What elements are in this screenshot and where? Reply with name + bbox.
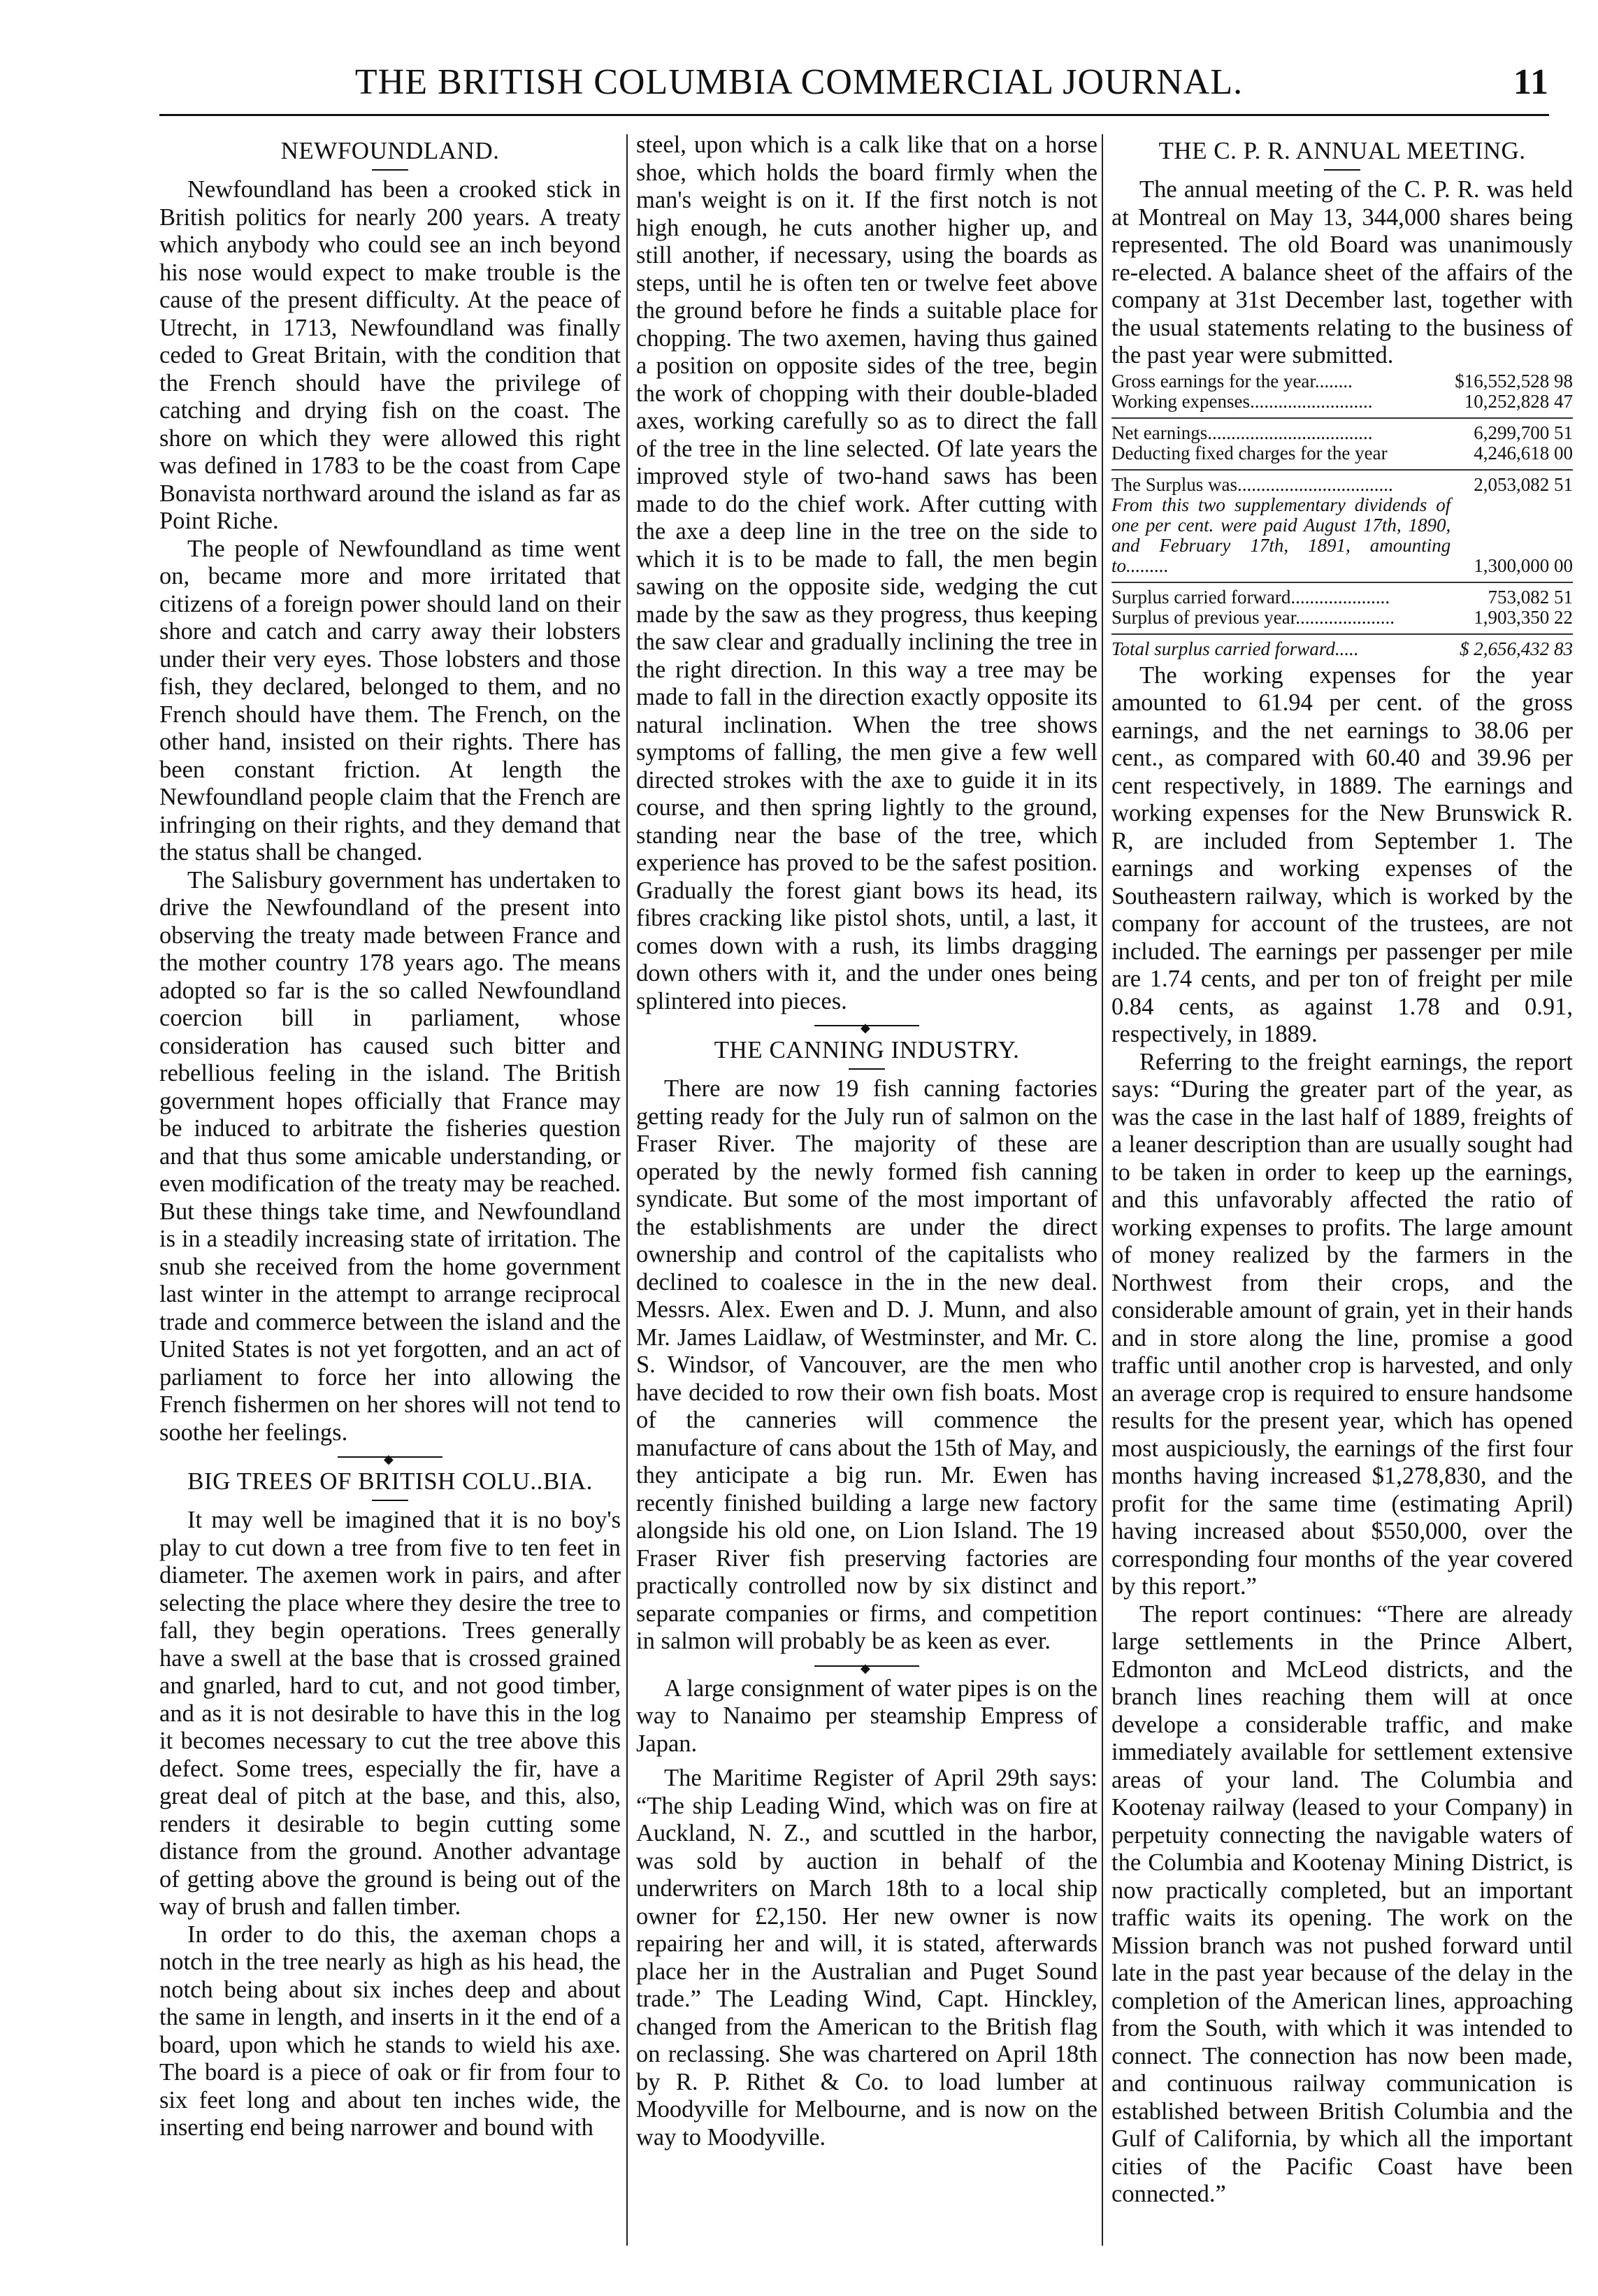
table-row [1111,495,1573,582]
paragraph: The Salisbury government has undertaken to drive the Newfoundland of the present into observing the treaty made between France and the mother country 178 years ago. The means adopted so far is the so called Newfoundland coercion bill in parliament, whose consideration has caused such bitter and rebellious feeling in the island. The British government hopes officially that France may be induced to arbitrate the fisheries question and that thus some amicable understanding, or even modification of the treaty may be reached. But these things take time, and Newfoundland is in a steadily increasing state of irritation. The snub she received from the home government last winter in the attempt to arrange reciprocal trade and commerce between the island and the United States is not yet forgotten, and an act of parliament to force her into allowing the French fishermen on her shores will not tend to soothe her feelings. [159,866,621,1446]
row-label: The Surplus was................................. [1111,470,1451,495]
paragraph: steel, upon which is a calk like that on a horse shoe, which holds the board firmly when the man's weight is on it. If the first notch is not high enough, he cuts another higher up, and still another, if necessary, using the boards as steps, until he is often ten or twelve feet above the ground before he finds a suitable place for chopping. The two axemen, having thus gained a position on opposite sides of the tree, begin the work of chopping with their double-bladed axes, working carefully so as to direct the fall of the tree in the line selected. Of late years the improved style of two-hand saws has been made to do the chief work. After cutting with the axe a deep line in the tree on the side to which it is to be made to fall, the men begin sawing on the opposite side, wedging the cut made by the saw as they progress, thus keeping the saw clear and gradually inclining the tree in the right direction. In this way a tree may be made to fall in the direction exactly opposite its natural inclination. When the tree shows symptoms of falling, the men give a few well directed strokes with the axe to guide it in its course, and then spring lightly to the ground, standing near the base of the tree, which experience has proved to be the safest position. Gradually the forest giant bows its head, its fibres cracking like pistol shots, until, a last, it comes down with a rush, its limbs dragging down others with it, and the under ones being splintered into pieces. [636,131,1097,1014]
row-amount: 2,053,082 51 [1451,470,1573,495]
section-ornament [814,1025,919,1026]
row-label: Working expenses.......................... [1111,390,1373,412]
financial-table [1111,371,1573,659]
row-amount: 1,300,000 00 [1474,554,1573,576]
paragraph: In order to do this, the axeman chops a notch in the tree nearly as high as his head, the notch being about six inches deep and about the same in length, and inserts in it the end of a board, upon which he stands to wield his axe. The board is a piece of oak or fir from four to six feet long and about ten inches wide, the inserting end being narrower and bound with [159,1921,621,2141]
table-row [1111,371,1573,392]
row-amount: 753,082 51 [1451,582,1573,608]
table-row [1111,608,1573,634]
row-amount: 6,299,700 51 [1451,418,1573,443]
running-head [0,62,1598,103]
paragraph: There are now 19 fish canning factories getting ready for the July run of salmon on the Fraser River. The majority of these are operated by the newly formed fish canning syndicate. But some of the most important of the establishments are under the direct ownership and control of the capitalists who declined to coalesce in the in the new deal. Messrs. Alex. Ewen and D. J. Munn, and also Mr. James Laidlaw, of Westminster, and Mr. C. S. Windsor, of Vancouver, are the men who have decided to row their own fish boats. Most of the canneries will commence the manufacture of cans about the 15th of May, and they anticipate a big run. Mr. Ewen has recently finished building a large new factory alongside his old one, on Lion Island. The 19 Fraser River fish preserving factories are practically controlled now by six distinct and separate companies or firms, and competition in salmon will probably be as keen as ever. [636,1075,1097,1654]
row-label: Surplus of previous year..................... [1111,606,1395,628]
column-1 [159,131,621,2250]
table-row [1111,470,1573,495]
row-label: Net earnings................................... [1111,418,1451,443]
heading-dash [849,1068,885,1070]
article-heading-canning: THE CANNING INDUSTRY. [714,1036,1020,1063]
row-amount: 10,252,828 47 [1464,390,1573,412]
column-rule [1102,134,1103,2246]
section-ornament [338,1456,442,1458]
column-3 [1111,131,1573,2250]
row-label: From this two supplementary dividends of one per cent. were paid August 17th, 1890, and February 17th, 1891, amounting to......... [1111,494,1451,576]
article-heading-cpr: THE C. P. R. ANNUAL MEETING. [1158,137,1526,164]
article-heading-newfoundland: NEWFOUNDLAND. [280,137,500,164]
paragraph: The Maritime Register of April 29th says: “The ship Leading Wind, which was on fire at Auckland, N. Z., and scuttled in the harbor, was sold by auction in behalf of the underwriters on March 18th to a local ship owner for £2,150. Her new owner is now repairing her and will, it is stated, afterwards place her in the Australian and Puget Sound trade.” The Leading Wind, Capt. Hinckley, changed from the American to the British flag on reclassing. She was chartered on April 18th by R. P. Rithet & Co. to load lumber at Moodyville for Melbourne, and is now on the way to Moodyville. [636,1765,1097,2151]
page-number: 11 [1513,62,1549,102]
row-label: Deducting fixed charges for the year [1111,442,1388,464]
heading-dash [372,1500,408,1501]
table-row-total [1111,634,1573,659]
paragraph: A large consignment of water pipes is on the way to Nanaimo per steamship Empress of Japan. [636,1674,1097,1757]
paragraph: Referring to the freight earnings, the report says: “During the greater part of the year, as was the case in the last half of 1889, freights of a leaner description than are usually sought had to be taken in order to keep up the earnings, and this unfavorably affected the ratio of working expenses to profits. The large amount of money realized by the farmers in the Northwest from their crops, and the considerable amount of grain, yet in their hands and in store along the line, promise a good traffic until another crop is harvested, and only an average crop is required to ensure handsome results for the present year, which has opened most auspiciously, the earnings of the first four months having increased $1,278,830, and the profit for the same time (estimating April) having increased about $550,000, over the corresponding four months of the year covered by this report.” [1111,1048,1573,1600]
table-row [1111,443,1573,470]
journal-title: THE BRITISH COLUMBIA COMMERCIAL JOURNAL. [354,62,1244,102]
row-label: Total surplus carried forward..... [1111,634,1451,659]
section-ornament [814,1665,919,1667]
table-row [1111,582,1573,608]
column-2 [636,131,1097,2250]
paragraph: The report continues: “There are already large settlements in the Prince Albert, Edmonton and McLeod districts, and the branch lines reaching them will at once develope a considerable traffic, and make immediately available for settlement extensive areas of your land. The Columbia and Kootenay railway (leased to your Company) in perpetuity connecting the navigable waters of the Columbia and Kootenay Mining District, is now practically completed, but an important traffic waits its opening. The work on the Mission branch was not pushed forward until late in the past year because of the delay in the completion of the American lines, approaching from the South, with which it was intended to connect. The connection has now been made, and continuous railway communication is established between British Columbia and the Gulf of California, by which all the important cities of the Pacific Coast have been connected.” [1111,1600,1573,2207]
row-label: Surplus carried forward..................... [1111,582,1451,608]
row-amount: $ 2,656,432 83 [1451,634,1573,659]
row-amount: 4,246,618 00 [1474,442,1573,464]
table-row [1111,418,1573,443]
article-heading-big-trees: BIG TREES OF BRITISH COLU..BIA. [187,1468,593,1495]
heading-dash [1324,169,1360,171]
row-amount: $16,552,528 98 [1455,370,1573,392]
paragraph: It may well be imagined that it is no boy's play to cut down a tree from five to ten feet in diameter. The axemen work in pairs, and after selecting the place where they desire the tree to fall, they begin operations. Trees generally have a swell at the base that is crossed grained and gnarled, hard to cut, and not good timber, and as it is not desirable to have this in the log it becomes necessary to cut the tree above this defect. Some trees, especially the fir, have a great deal of pitch at the base, and this, also, renders it desirable to begin cutting some distance from the ground. Another advantage of getting above the ground is being out of the way of brush and fallen timber. [159,1507,621,1920]
paragraph: The working expenses for the year amounted to 61.94 per cent. of the gross earnings, and the net earnings to 38.06 per cent., as compared with 60.40 and 39.96 per cent respectively, in 1889. The earnings and working expenses for the New Brunswick R. R, are included from September 1. The earnings and working expenses of the Southeastern railway, which is worked by the company for account of the trustees, are not included. The earnings per passenger per mile are 1.74 cents, and per ton of freight per mile 0.84 cents, as against 1.78 and 0.91, respectively, in 1889. [1111,661,1573,1047]
heading-dash [372,169,408,171]
header-rule [159,114,1549,116]
row-amount: 1,903,350 22 [1474,606,1573,628]
paragraph: The people of Newfoundland as time went on, became more and more irritated that citizens of a foreign power should land on their shore and catch and carry away their lobsters under their very eyes. Those lobsters and those fish, they declared, belonged to them, and no French should have them. The French, on the other hand, insisted on their rights. There has been constant friction. At length the Newfoundland people claim that the French are infringing on their rights, and they demand that the status shall be changed. [159,535,621,866]
row-label: Gross earnings for the year........ [1111,370,1353,392]
paragraph: Newfoundland has been a crooked stick in British politics for nearly 200 years. A treaty which anybody who could see an inch beyond his nose would expect to make trouble is the cause of the present difficulty. At the peace of Utrecht, in 1713, Newfoundland was finally ceded to Great Britain, with the condition that the French should have the privilege of catching and drying fish on the coast. The shore on which they were allowed this right was defined in 1783 to be the coast from Cape Bonavista northward around the island as far as Point Riche. [159,176,621,534]
paragraph: The annual meeting of the C. P. R. was held at Montreal on May 13, 344,000 shares being represented. The old Board was unanimously re-elected. A balance sheet of the affairs of the company at 31st December last, together with the usual statements relating to the business of the past year were submitted. [1111,176,1573,368]
table-row [1111,392,1573,418]
column-rule [626,134,628,2246]
